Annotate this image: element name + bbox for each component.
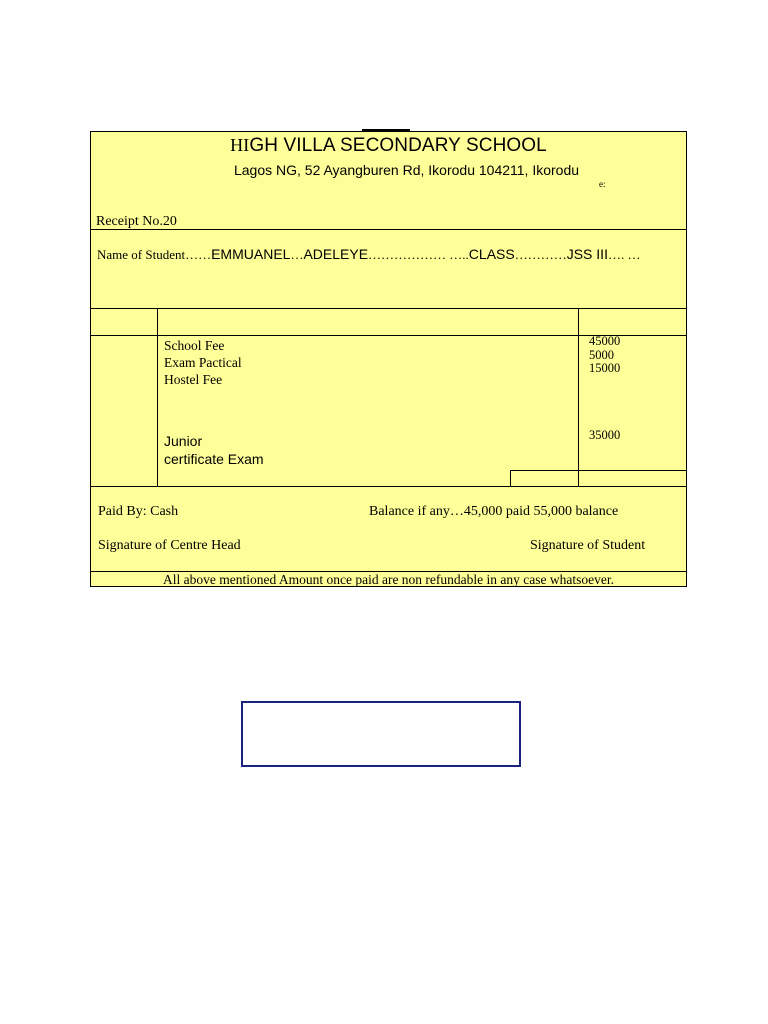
divider-total-row (510, 470, 686, 471)
student-name-row: Name of Student……EMMUANEL…ADELEYE……………… …..CLASS…………JSS III…. … (97, 246, 641, 262)
fee-items (164, 337, 242, 388)
paid-by: Paid By: Cash (98, 504, 179, 519)
divider-name (91, 308, 686, 309)
fee-amount: 5000 (589, 347, 614, 362)
fee-item: Hostel Fee (164, 372, 223, 387)
col-divider-total (510, 470, 511, 486)
receipt-number: Receipt No.20 (96, 214, 177, 229)
divider-header (91, 229, 686, 230)
school-title: HIGH VILLA SECONDARY SCHOOL (230, 135, 547, 156)
fee-amounts (589, 335, 620, 376)
refund-policy-note: All above mentioned Amount once paid are non refundable in any case whatsoever. (163, 572, 614, 587)
fee-amount: 15000 (589, 361, 621, 375)
fee-receipt (90, 131, 687, 587)
col-divider-right (578, 308, 579, 486)
stamp-box (241, 701, 521, 767)
school-address: Lagos NG, 52 Ayangburen Rd, Ikorodu 104211, Ikorodu (233, 162, 580, 178)
fee-item-junior: Junior certificate Exam (164, 433, 264, 467)
divider-table-bottom (91, 486, 686, 487)
signature-student: Signature of Student (530, 538, 646, 553)
fee-amount: 45000 (589, 334, 621, 348)
fee-item: Exam Pactical (164, 355, 242, 370)
balance-note: Balance if any…45,000 paid 55,000 balance (369, 504, 619, 519)
fee-item: School Fee (164, 338, 225, 353)
signature-centre-head: Signature of Centre Head (98, 538, 241, 553)
fee-amount-junior: 35000 (589, 428, 621, 442)
col-divider-left (157, 308, 158, 486)
address-suffix: e: (599, 179, 606, 189)
